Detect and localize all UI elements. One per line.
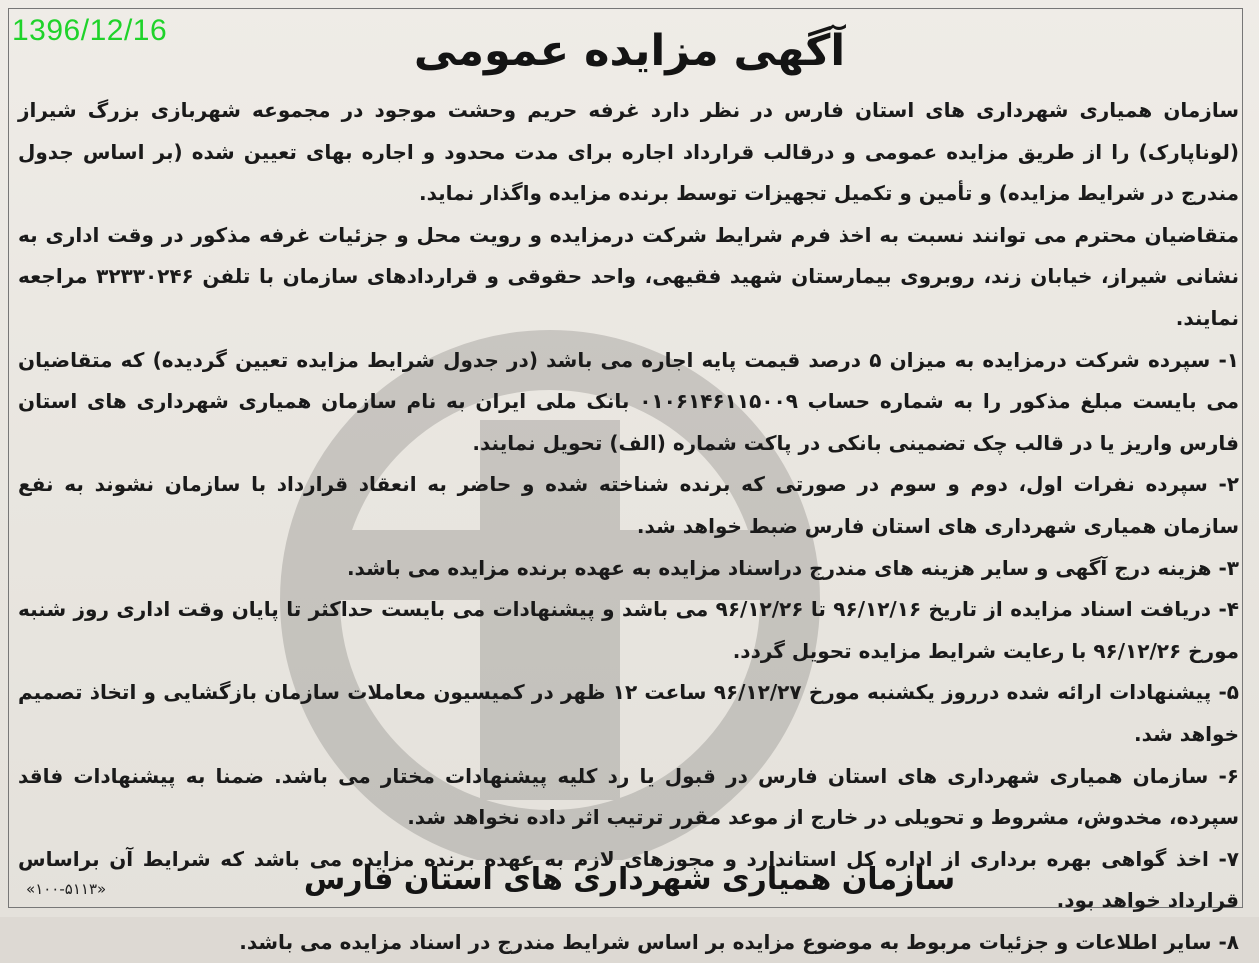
clause-8: ۸- سایر اطلاعات و جزئیات مربوط به موضوع مزایده بر اساس شرایط مندرج در اسناد مزایده می باشد. [239,929,1239,954]
clause-1: ۱- سپرده شرکت درمزایده به میزان ۵ درصد قیمت پایه اجاره می باشد (در جدول شرایط مزایده تعیین گردیده) که متقاضیان می بایست مبلغ مذکور را به شماره حساب ۰۱۰۶۱۴۶۱۱۵۰۰۹ بانک ملی ایران به نام سازمان همیاری شهرداری های استان فارس واریز یا در قالب چک تضمینی بانکی در پاکت شماره (الف) تحویل نمایند. [18,347,1240,455]
clause-7: ۷- اخذ گواهی بهره برداری از اداره کل استاندارد و مجوزهای لازم به عهده برنده مزایده می باشد که شرایط آن براساس قرارداد خواهد بود. [18,846,1239,913]
page-title: آگهی مزایده عمومی [413,26,846,76]
intro-paragraph: سازمان همیاری شهرداری های استان فارس در نظر دارد غرفه حریم وحشت موجود در مجموعه شهربازی بزرگ شیراز (لوناپارک) را از طریق مزایده عمومی و درقالب قرارداد اجاره برای مدت محدود و اجاره بهای تعیین شده (بر اساس جدول مندرج در شرایط مزایده) و تأمین و تکمیل تجهیزات توسط برنده مزایده واگذار نماید. [18,98,1239,206]
date-stamp: 1396/12/16 [12,14,168,47]
clause-2: ۲- سپرده نفرات اول، دوم و سوم در صورتی که برنده شناخته شده و حاضر به انعقاد قرارداد با سازمان نشوند به نفع سازمان همیاری شهرداری های استان فارس ضبط خواهد شد. [18,472,1239,538]
clause-4: ۴- دریافت اسناد مزایده از تاریخ ۹۶/۱۲/۱۶ تا ۹۶/۱۲/۲۶ می باشد و پیشنهادات می بایست حداکثر تا پایان وقت اداری روز شنبه مورخ ۹۶/۱۲/۲۶ با رعایت شرایط مزایده تحویل گردد. [18,597,1239,663]
clause-5: ۵- پیشنهادات ارائه شده درروز یکشنبه مورخ ۹۶/۱۲/۲۷ ساعت ۱۲ ظهر در کمیسیون معاملات سازمان بازگشایی و اتخاذ تصمیم خواهد شد. [18,680,1239,746]
contact-paragraph: متقاضیان محترم می توانند نسبت به اخذ فرم شرایط شرکت درمزایده و رویت محل و جزئیات غرفه مذکور در وقت اداری به نشانی شیراز، خیابان زند، روبروی بیمارستان شهید فقیهی، واحد حقوقی و قراردادهای سازمان با تلفن ۳۲۳۳۰۲۴۶ مراجعه نمایند. [18,222,1239,330]
issuer-signature: سازمان همیاری شهرداری های استان فارس [303,862,956,897]
clause-6: ۶- سازمان همیاری شهرداری های استان فارس در قبول یا رد کلیه پیشنهادات مختار می باشد. ضمنا به پیشنهادات فاقد سپرده، مخدوش، مشروط و تحویلی در خارج از موعد مقرر ترتیب اثر داده نخواهد شد. [18,763,1239,830]
ad-code: «۱۰۰-۵۱۱۳» [26,880,107,898]
clause-3: ۳- هزینه درج آگهی و سایر هزینه های مندرج دراسناد مزایده به عهده برنده مزایده می باشد. [346,555,1239,580]
ad-body [18,90,1239,963]
